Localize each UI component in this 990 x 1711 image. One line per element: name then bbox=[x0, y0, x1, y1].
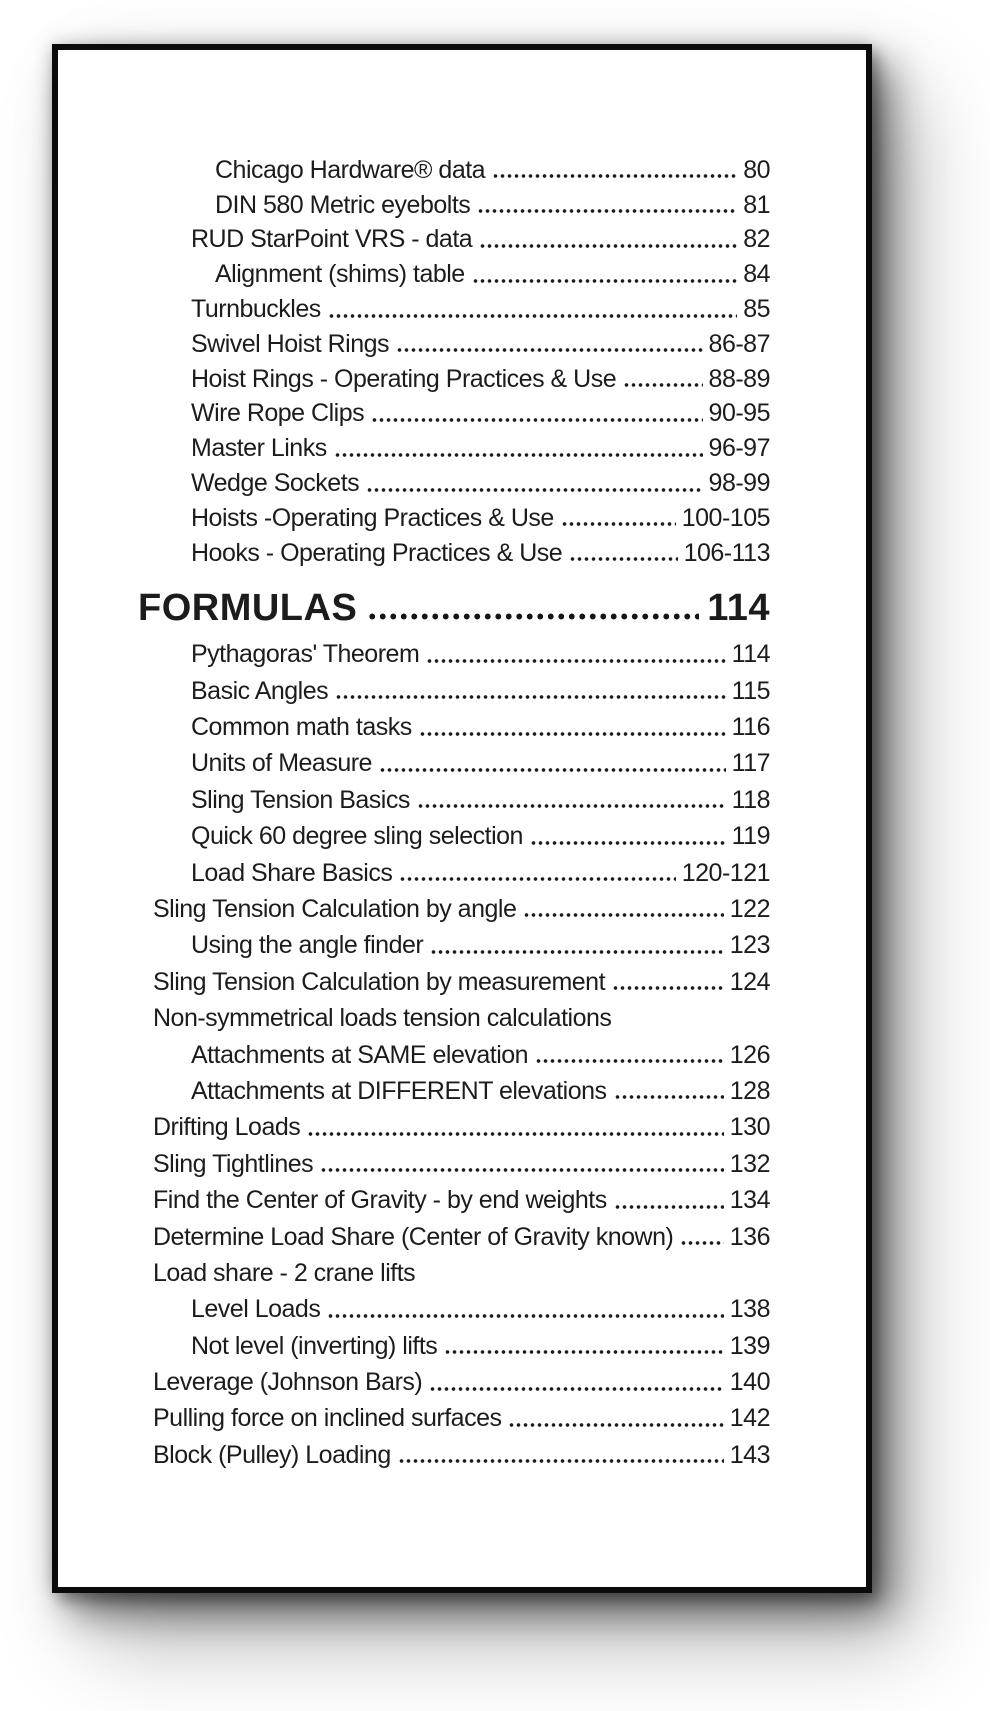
toc-entry-page: 90-95 bbox=[708, 399, 770, 428]
toc-row bbox=[138, 1146, 770, 1182]
toc-entry-page: 138 bbox=[729, 1295, 770, 1324]
toc-entry-page: 122 bbox=[729, 894, 770, 923]
toc-entry-page: 128 bbox=[729, 1076, 770, 1105]
toc-row bbox=[138, 257, 770, 292]
dot-leader bbox=[530, 841, 726, 845]
dot-leader bbox=[508, 1423, 723, 1427]
toc-row bbox=[138, 1110, 770, 1146]
toc-row bbox=[138, 782, 770, 818]
toc-entry-label: Drifting Loads bbox=[153, 1113, 301, 1142]
toc-entry-page: 85 bbox=[743, 295, 770, 324]
toc-row bbox=[138, 1255, 770, 1291]
toc-entry-page: 132 bbox=[729, 1149, 770, 1178]
toc-entry-page: 96-97 bbox=[708, 434, 770, 463]
toc-row bbox=[138, 431, 770, 466]
toc-entry-label: Attachments at SAME elevation bbox=[191, 1040, 529, 1069]
dot-leader bbox=[680, 1241, 723, 1245]
toc-row bbox=[138, 188, 770, 223]
dot-leader bbox=[366, 488, 702, 492]
toc-entry-label: Turnbuckles bbox=[191, 295, 321, 324]
toc-entry-page: 114 bbox=[731, 640, 770, 669]
toc-entry-label: Wire Rope Clips bbox=[191, 399, 365, 428]
toc-entry-label: Leverage (Johnson Bars) bbox=[153, 1368, 423, 1397]
toc-entry-label: Hooks - Operating Practices & Use bbox=[191, 538, 563, 567]
dot-leader bbox=[479, 244, 737, 248]
toc-entry-page: 123 bbox=[729, 931, 770, 960]
toc-entry-label: Units of Measure bbox=[191, 749, 372, 778]
toc-entry-page: 136 bbox=[729, 1222, 770, 1251]
toc-entry-label: Load Share Basics bbox=[191, 858, 393, 887]
toc-row bbox=[138, 362, 770, 397]
toc-entry-page: 82 bbox=[743, 225, 770, 254]
toc-row bbox=[138, 709, 770, 745]
toc-entry-label: Determine Load Share (Center of Gravity known) bbox=[153, 1222, 674, 1251]
toc-entry-label: Quick 60 degree sling selection bbox=[191, 822, 523, 851]
toc-row bbox=[138, 855, 770, 891]
dot-leader bbox=[367, 613, 699, 620]
toc-entry-label: Master Links bbox=[191, 434, 327, 463]
toc-row bbox=[138, 1037, 770, 1073]
toc-row bbox=[138, 223, 770, 258]
toc-row bbox=[138, 891, 770, 927]
toc-entry-page: 100-105 bbox=[681, 503, 770, 532]
dot-leader bbox=[444, 1350, 723, 1354]
dot-leader bbox=[492, 174, 737, 178]
toc-entry-label: Sling Tension Calculation by measurement bbox=[153, 967, 606, 996]
toc-row bbox=[138, 1000, 770, 1036]
toc-entry-page: 134 bbox=[729, 1186, 770, 1215]
dot-leader bbox=[477, 209, 737, 213]
toc-list bbox=[58, 50, 866, 1474]
toc-entry-label: Sling Tightlines bbox=[153, 1149, 314, 1178]
dot-leader bbox=[398, 1459, 724, 1463]
dot-leader bbox=[334, 453, 703, 457]
toc-entry-page: 115 bbox=[731, 676, 770, 705]
toc-row bbox=[138, 819, 770, 855]
dot-leader bbox=[399, 877, 675, 881]
toc-entry-page: 126 bbox=[729, 1040, 770, 1069]
toc-entry-label: Hoist Rings - Operating Practices & Use bbox=[191, 364, 617, 393]
dot-leader bbox=[328, 314, 737, 318]
toc-row bbox=[138, 637, 770, 673]
toc-row bbox=[138, 581, 770, 637]
dot-leader bbox=[535, 1059, 724, 1063]
toc-entry-page: 114 bbox=[707, 587, 770, 630]
toc-entry-page: 140 bbox=[729, 1368, 770, 1397]
dot-leader bbox=[614, 1095, 724, 1099]
toc-entry-page: 116 bbox=[731, 713, 770, 742]
toc-entry-page: 139 bbox=[729, 1331, 770, 1360]
toc-entry-label: Chicago Hardware® data bbox=[215, 155, 486, 184]
toc-row bbox=[138, 1401, 770, 1437]
toc-entry-label: Sling Tension Calculation by angle bbox=[153, 894, 517, 923]
toc-entry-label: Find the Center of Gravity - by end weights bbox=[153, 1186, 607, 1215]
toc-entry-page: 80 bbox=[743, 155, 770, 184]
dot-leader bbox=[614, 1205, 724, 1209]
toc-entry-label: RUD StarPoint VRS - data bbox=[191, 225, 473, 254]
toc-row bbox=[138, 1219, 770, 1255]
page-sheet bbox=[52, 44, 872, 1593]
toc-entry-page: 143 bbox=[729, 1440, 770, 1469]
toc-entry-page: 81 bbox=[743, 190, 770, 219]
dot-leader bbox=[623, 383, 702, 387]
dot-leader bbox=[612, 986, 724, 990]
dot-leader bbox=[320, 1168, 724, 1172]
toc-entry-label: Using the angle finder bbox=[191, 931, 424, 960]
toc-row bbox=[138, 292, 770, 327]
toc-row bbox=[138, 1292, 770, 1328]
dot-leader bbox=[429, 1387, 724, 1391]
dot-leader bbox=[523, 913, 723, 917]
dot-leader bbox=[335, 695, 726, 699]
toc-entry-label: Common math tasks bbox=[191, 713, 412, 742]
toc-entry-page: 142 bbox=[729, 1404, 770, 1433]
toc-entry-page: 86-87 bbox=[708, 329, 770, 358]
toc-entry-page: 119 bbox=[731, 822, 770, 851]
toc-row bbox=[138, 153, 770, 188]
toc-entry-label: Wedge Sockets bbox=[191, 469, 360, 498]
toc-row bbox=[138, 964, 770, 1000]
toc-entry-label: Block (Pulley) Loading bbox=[153, 1440, 391, 1469]
toc-row bbox=[138, 1182, 770, 1218]
toc-entry-label: Hoists -Operating Practices & Use bbox=[191, 503, 554, 532]
toc-entry-label: Non-symmetrical loads tension calculations bbox=[153, 1004, 612, 1033]
dot-leader bbox=[472, 279, 737, 283]
dot-leader bbox=[561, 522, 676, 526]
toc-entry-page: 84 bbox=[743, 260, 770, 289]
dot-leader bbox=[371, 418, 702, 422]
dot-leader bbox=[417, 804, 726, 808]
toc-row bbox=[138, 673, 770, 709]
dot-leader bbox=[569, 557, 677, 561]
toc-row bbox=[138, 327, 770, 362]
toc-entry-page: 118 bbox=[731, 785, 770, 814]
toc-entry-page: 117 bbox=[731, 749, 770, 778]
toc-row bbox=[138, 466, 770, 501]
dot-leader bbox=[327, 1314, 723, 1318]
toc-row bbox=[138, 501, 770, 536]
dot-leader bbox=[426, 659, 725, 663]
dot-leader bbox=[430, 950, 724, 954]
toc-entry-label: FORMULAS bbox=[138, 587, 358, 630]
toc-row bbox=[138, 397, 770, 432]
toc-entry-label: Not level (inverting) lifts bbox=[191, 1331, 438, 1360]
toc-entry-page: 120-121 bbox=[681, 858, 770, 887]
toc-row bbox=[138, 928, 770, 964]
toc-entry-label: Swivel Hoist Rings bbox=[191, 329, 390, 358]
toc-row bbox=[138, 536, 770, 571]
toc-row bbox=[138, 1073, 770, 1109]
toc-entry-page: 124 bbox=[729, 967, 770, 996]
toc-entry-page: 106-113 bbox=[683, 538, 770, 567]
dot-leader bbox=[307, 1132, 724, 1136]
toc-row bbox=[138, 1437, 770, 1473]
dot-leader bbox=[396, 348, 703, 352]
toc-entry-label: Basic Angles bbox=[191, 676, 329, 705]
toc-entry-page: 98-99 bbox=[708, 469, 770, 498]
toc-entry-page: 88-89 bbox=[708, 364, 770, 393]
dot-leader bbox=[419, 732, 726, 736]
dot-leader bbox=[379, 768, 726, 772]
toc-row bbox=[138, 1328, 770, 1364]
toc-entry-label: Pythagoras' Theorem bbox=[191, 640, 420, 669]
toc-entry-label: Load share - 2 crane lifts bbox=[153, 1258, 416, 1287]
toc-entry-page: 130 bbox=[729, 1113, 770, 1142]
toc-entry-label: Attachments at DIFFERENT elevations bbox=[191, 1076, 607, 1105]
toc-entry-label: Sling Tension Basics bbox=[191, 785, 410, 814]
toc-row bbox=[138, 1364, 770, 1400]
toc-entry-label: Alignment (shims) table bbox=[215, 260, 465, 289]
toc-row bbox=[138, 746, 770, 782]
toc-entry-label: Level Loads bbox=[191, 1295, 321, 1324]
toc-entry-label: Pulling force on inclined surfaces bbox=[153, 1404, 502, 1433]
toc-entry-label: DIN 580 Metric eyebolts bbox=[215, 190, 471, 219]
